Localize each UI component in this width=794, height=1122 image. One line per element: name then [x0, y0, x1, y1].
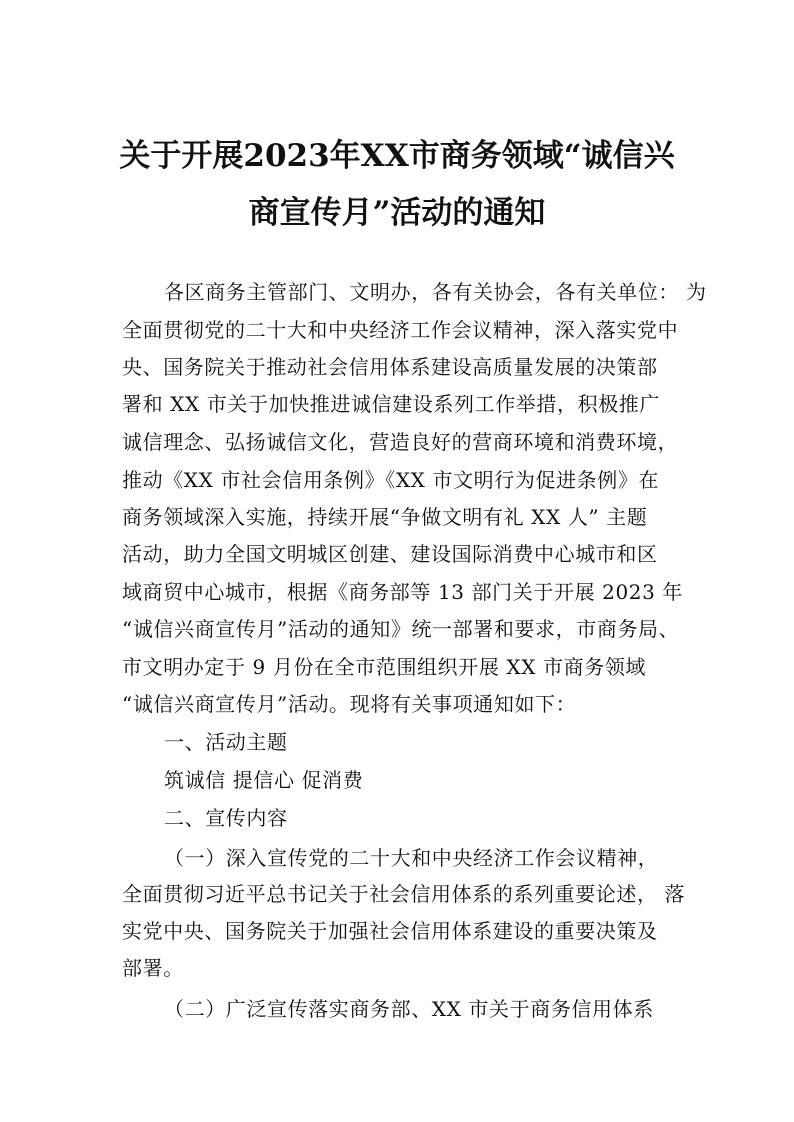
- paragraph-line: 署和 XX 市关于加快推进诚信建设系列工作举措，积极推广: [122, 392, 660, 416]
- paragraph-line: 诚信理念、弘扬诚信文化，营造良好的营商环境和消费环境，: [122, 430, 679, 454]
- paragraph-line: 全面贯彻习近平总书记关于社会信用体系的系列重要论述， 落: [122, 882, 686, 906]
- paragraph-line: 全面贯彻党的二十大和中央经济工作会议精神，深入落实党中: [122, 318, 679, 342]
- paragraph-line: “诚信兴商宣传月”活动。现将有关事项通知如下：: [122, 692, 577, 716]
- paragraph-line: 市文明办定于 9 月份在全市范围组织开展 XX 市商务领域: [122, 655, 647, 679]
- paragraph-line: 各区商务主管部门、文明办，各有关协会，各有关单位： 为: [164, 280, 707, 304]
- paragraph-line: “诚信兴商宣传月”活动的通知》统一部署和要求，市商务局、: [122, 617, 680, 641]
- section-heading: 二、宣传内容: [164, 806, 288, 830]
- paragraph-line: 实党中央、国务院关于加强社会信用体系建设的重要决策及: [122, 919, 658, 943]
- paragraph-line: 推动《XX 市社会信用条例》《XX 市文明行为促进条例》在: [122, 468, 660, 492]
- theme-text: 筑诚信 提信心 促消费: [164, 768, 364, 792]
- paragraph-line: 域商贸中心城市，根据《商务部等 13 部门关于开展 2023 年: [122, 580, 683, 604]
- document-title-line-1: 关于开展2023年XX市商务领域“诚信兴: [119, 138, 675, 174]
- paragraph-line: （一）深入宣传党的二十大和中央经济工作会议精神，: [164, 846, 659, 870]
- paragraph-line: 央、国务院关于推动社会信用体系建设高质量发展的决策部: [122, 355, 658, 379]
- paragraph-line: （二）广泛宣传落实商务部、XX 市关于商务信用体系: [164, 997, 654, 1021]
- paragraph-line: 部署。: [122, 956, 184, 980]
- paragraph-line: 商务领域深入实施，持续开展“争做文明有礼 XX 人” 主题: [122, 505, 648, 529]
- section-heading: 一、活动主题: [164, 730, 288, 754]
- paragraph-line: 活动，助力全国文明城区创建、建设国际消费中心城市和区: [122, 542, 658, 566]
- document-title-line-2: 商宣传月”活动的通知: [248, 195, 546, 231]
